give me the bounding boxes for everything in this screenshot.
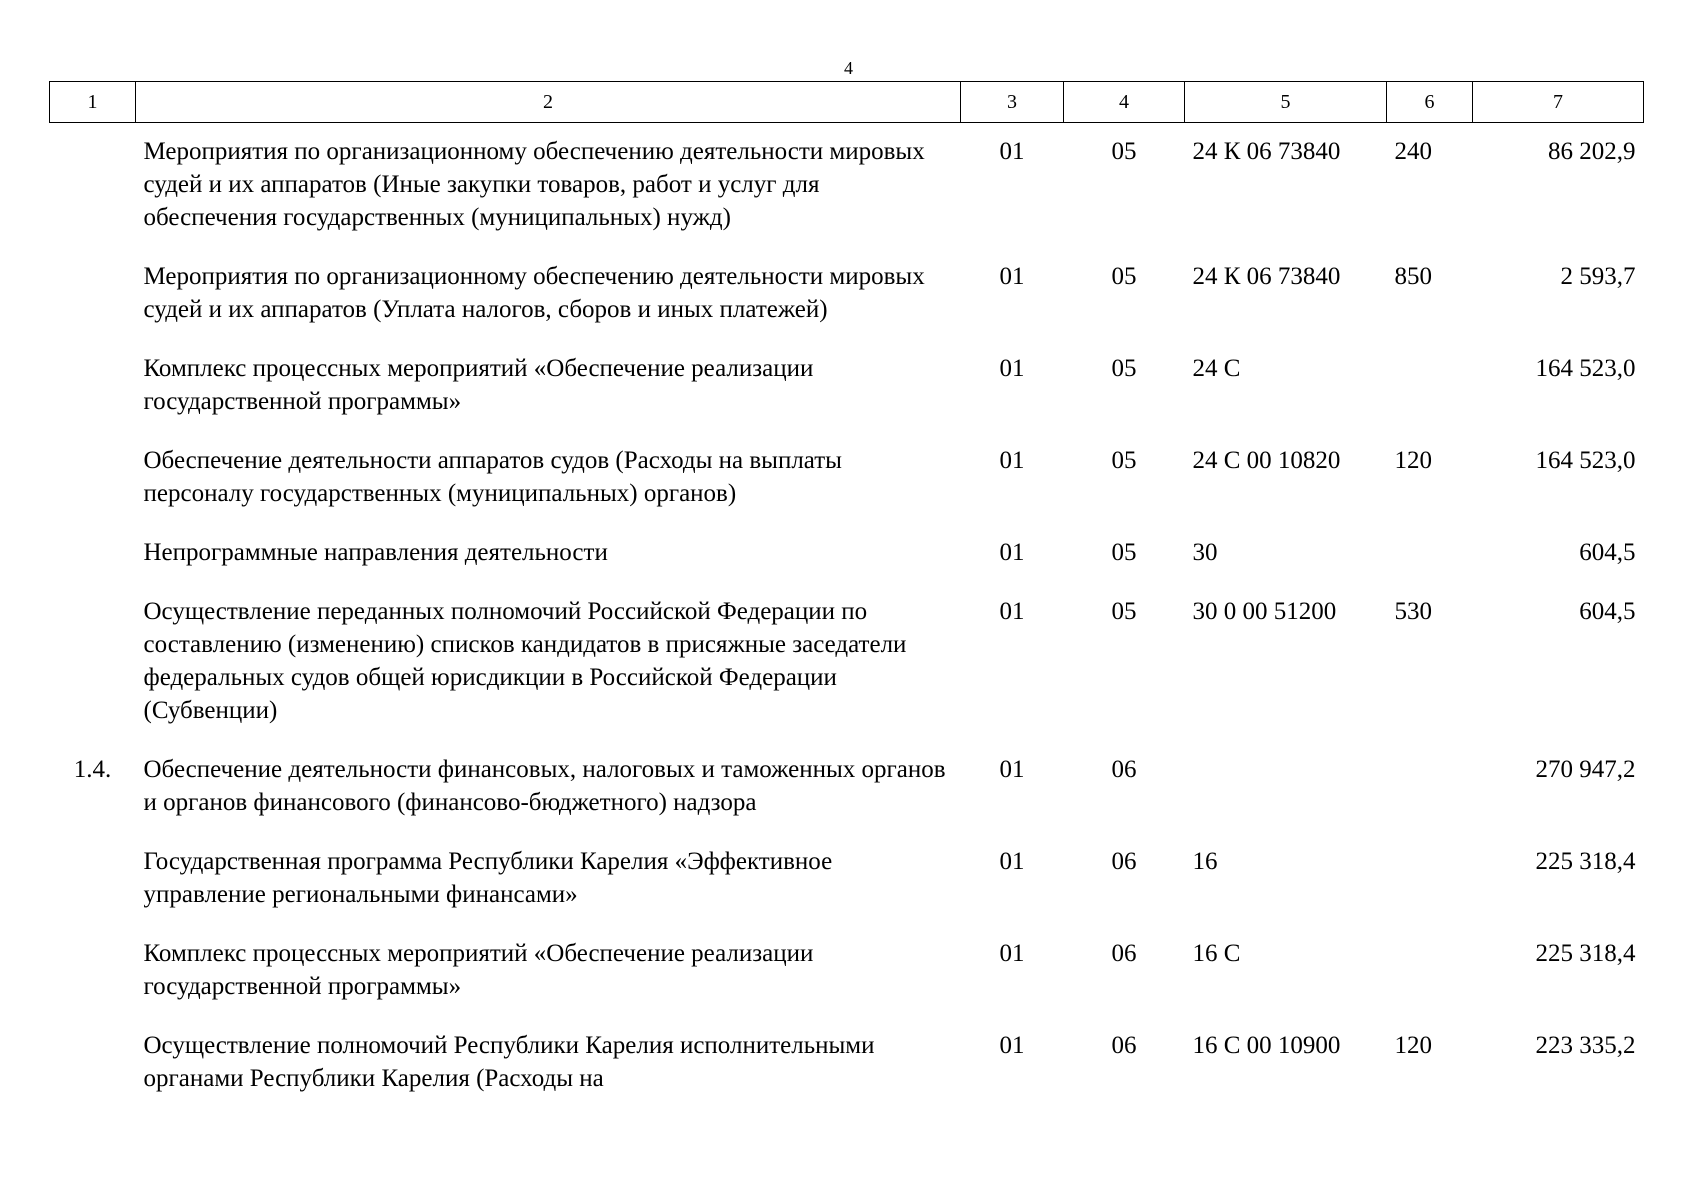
target-item-code: 24 К 06 73840 [1192,138,1341,165]
section-code: 01 [999,756,1025,783]
item-name: Обеспечение деятельности финансовых, налоговых и таможенных органов и органов финансового (финансово-бюджетного) надзора [143,756,946,816]
expense-type-code: 120 [1394,447,1432,474]
amount: 164 523,0 [1535,355,1636,382]
table-row [50,833,1644,925]
item-name: Осуществление переданных полномочий Российской Федерации по составлению (изменению) списков кандидатов в присяжные заседатели федеральных судов общей юрисдикции в Российской Федерации (Субвенции) [143,598,907,724]
table-row [50,248,1644,340]
page-number: 4 [844,58,853,78]
amount: 225 318,4 [1535,848,1636,875]
expense-type-code [1387,340,1473,432]
subsection-code: 05 [1111,598,1137,625]
amount: 86 202,9 [1548,138,1636,165]
section-code: 01 [999,1032,1025,1059]
table-row [50,123,1644,249]
table-row [50,524,1644,583]
table-row [50,432,1644,524]
column-number-3: 3 [961,82,1064,123]
item-number [50,340,136,432]
subsection-code: 05 [1111,447,1137,474]
item-number [50,248,136,340]
expense-type-code: 120 [1394,1032,1432,1059]
amount: 604,5 [1579,539,1636,566]
column-number-2: 2 [136,82,961,123]
target-item-code: 30 0 00 51200 [1192,598,1337,625]
item-number [50,833,136,925]
table-row [50,340,1644,432]
subsection-code: 06 [1111,756,1137,783]
expense-type-code: 240 [1394,138,1432,165]
expense-type-code: 530 [1394,598,1432,625]
section-code: 01 [999,447,1025,474]
target-item-code: 30 [1192,539,1218,566]
section-code: 01 [999,940,1025,967]
section-code: 01 [999,355,1025,382]
subsection-code: 06 [1111,940,1137,967]
section-code: 01 [999,138,1025,165]
column-number-row [50,82,1644,123]
item-number [50,925,136,1017]
amount: 225 318,4 [1535,940,1636,967]
item-name: Государственная программа Республики Карелия «Эффективное управление региональными финансами» [143,848,833,908]
subsection-code: 05 [1111,355,1137,382]
item-name: Обеспечение деятельности аппаратов судов (Расходы на выплаты персоналу государственных (муниципальных) органов) [143,447,842,507]
item-name: Комплекс процессных мероприятий «Обеспечение реализации государственной программы» [143,940,814,1000]
target-item-code: 24 С [1192,355,1241,382]
column-number-7: 7 [1473,82,1644,123]
item-number [50,432,136,524]
amount: 604,5 [1579,598,1636,625]
section-code: 01 [999,598,1025,625]
expense-type-code [1387,925,1473,1017]
item-name: Мероприятия по организационному обеспечению деятельности мировых судей и их аппаратов (Иные закупки товаров, работ и услуг для обеспечения государственных (муниципальных) нужд) [143,138,925,231]
subsection-code: 05 [1111,539,1137,566]
item-name: Осуществление полномочий Республики Карелия исполнительными органами Республики Карелия (Расходы на [143,1032,875,1092]
budget-table [49,81,1644,1109]
item-number: 1.4. [73,756,112,783]
item-name: Непрограммные направления деятельности [143,539,608,566]
expense-type-code [1387,741,1473,833]
column-number-6: 6 [1387,82,1473,123]
target-item-code: 24 К 06 73840 [1192,263,1341,290]
column-number-1: 1 [50,82,136,123]
section-code: 01 [999,848,1025,875]
table-row [50,741,1644,833]
target-item-code [1185,741,1387,833]
subsection-code: 06 [1111,848,1137,875]
item-name: Мероприятия по организационному обеспечению деятельности мировых судей и их аппаратов (Уплата налогов, сборов и иных платежей) [143,263,925,323]
table-row [50,925,1644,1017]
subsection-code: 05 [1111,138,1137,165]
subsection-code: 05 [1111,263,1137,290]
expense-type-code [1387,524,1473,583]
column-number-4: 4 [1064,82,1185,123]
item-number [50,1017,136,1109]
target-item-code: 16 С 00 10900 [1192,1032,1341,1059]
section-code: 01 [999,539,1025,566]
amount: 2 593,7 [1560,263,1636,290]
item-number [50,524,136,583]
section-code: 01 [999,263,1025,290]
expense-type-code: 850 [1394,263,1432,290]
column-number-5: 5 [1185,82,1387,123]
item-number [50,123,136,249]
amount: 164 523,0 [1535,447,1636,474]
target-item-code: 16 [1192,848,1218,875]
item-number [50,583,136,741]
table-row [50,1017,1644,1109]
amount: 223 335,2 [1535,1032,1636,1059]
target-item-code: 24 С 00 10820 [1192,447,1341,474]
target-item-code: 16 С [1192,940,1241,967]
amount: 270 947,2 [1535,756,1636,783]
item-name: Комплекс процессных мероприятий «Обеспечение реализации государственной программы» [143,355,814,415]
subsection-code: 06 [1111,1032,1137,1059]
table-row [50,583,1644,741]
expense-type-code [1387,833,1473,925]
